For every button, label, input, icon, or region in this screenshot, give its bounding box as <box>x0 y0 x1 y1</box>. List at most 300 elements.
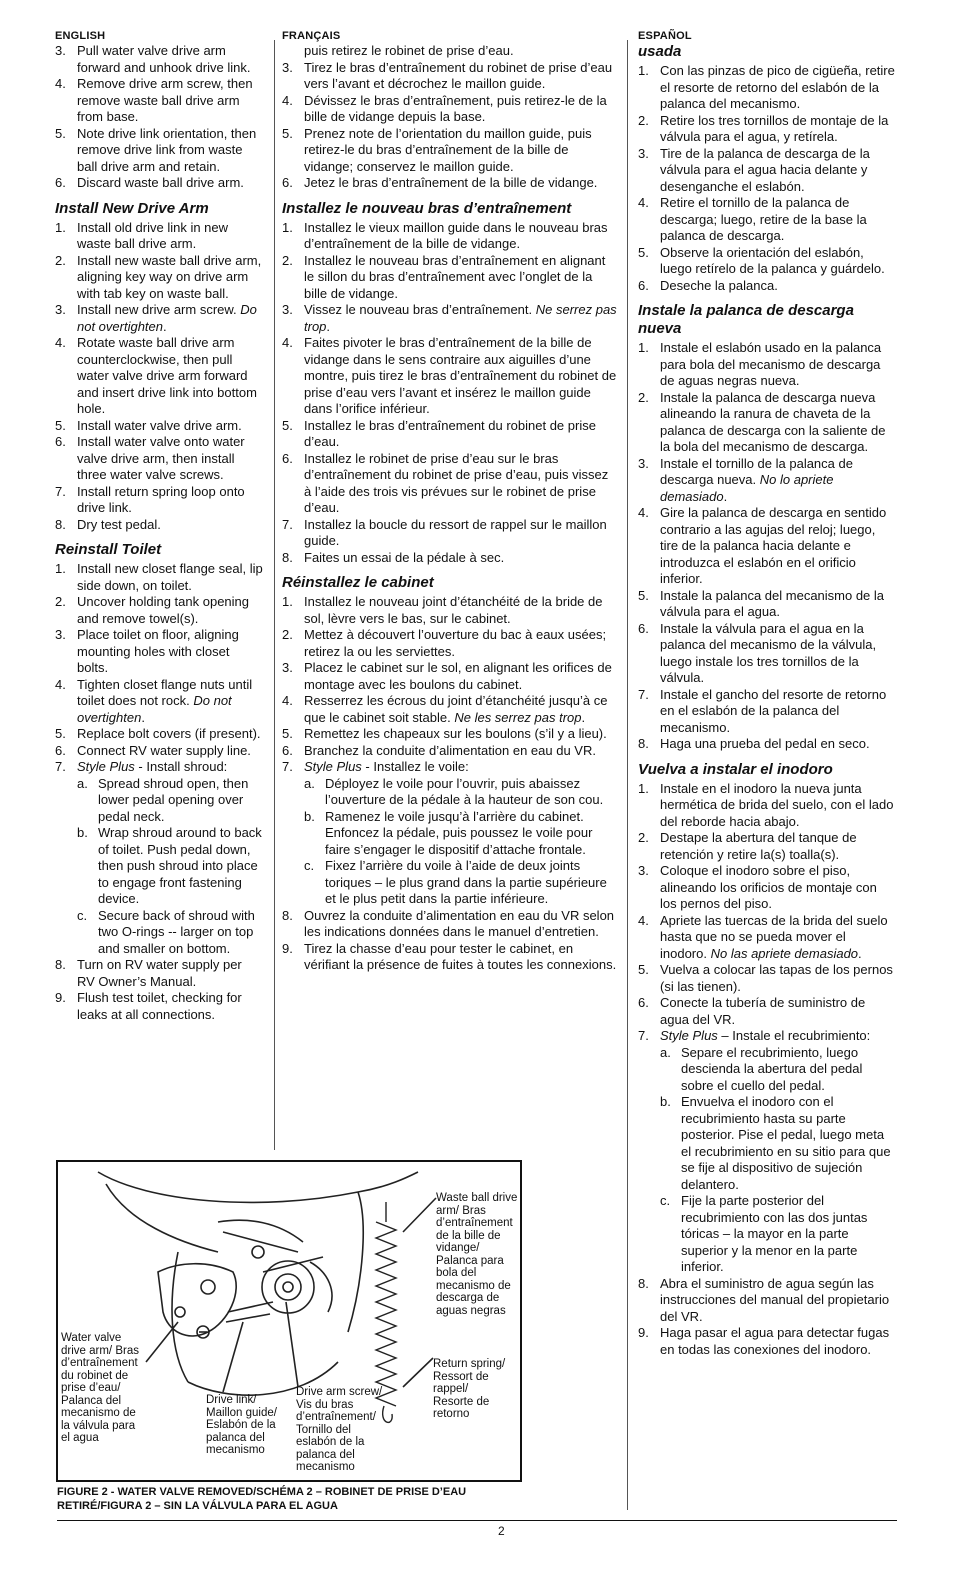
item-text <box>660 146 896 196</box>
item-body: Deseche la palanca. <box>660 277 778 293</box>
item-body: Installez le vieux maillon guide dans le nouveau bras d’entraînement de la bille de vidange. <box>304 219 608 251</box>
item-text <box>660 913 896 963</box>
item-text <box>77 253 263 303</box>
item-body: Note drive link orientation, then remove drive link from waste ball drive arm and retain. <box>77 125 257 174</box>
item-number: c. <box>304 858 315 873</box>
item-emphasis: No las apriete demasiado <box>710 945 859 961</box>
item-number: 2. <box>55 594 66 609</box>
item-text <box>304 660 618 693</box>
step-list <box>55 43 263 192</box>
item-body: Observe la orientación del eslabón, luego retírelo de la palanca y guárdelo. <box>660 244 885 276</box>
item-number: b. <box>660 1094 671 1109</box>
item-text <box>325 776 618 809</box>
item-body: Connect RV water supply line. <box>77 742 251 758</box>
item-body: Faites pivoter le bras d’entraînement de la bille de vidange dans le sens contraire aux aiguilles d’une montre, puis tirez le bras d’entraînement du robinet de prise d’eau vers l’avant et insérez le maillon guide dans l’orifice inférieur. <box>304 335 617 416</box>
item-number: 4. <box>638 505 649 520</box>
list-item <box>638 736 896 753</box>
item-number: 7. <box>638 686 649 702</box>
item-emphasis: Do not overtighten <box>77 302 257 334</box>
item-number: 2. <box>282 252 293 268</box>
sub-list-item <box>638 1094 896 1193</box>
item-text <box>660 588 896 621</box>
item-body: Placez le cabinet sur le sol, en alignant les orifices de montage avec les boulons du cabinet. <box>304 660 612 692</box>
label-waste-ball-drive-arm: Waste ball drive arm/ Bras d’entraînement de la bille de vidange/ Palanca para bola del mecanismo de descarga de aguas negras <box>436 1192 518 1317</box>
item-text <box>304 693 618 726</box>
item-text <box>304 60 618 93</box>
item-body: Instale la válvula para el agua en la palanca del mecanismo de la válvula, luego instale los tres tornillos de la válvula. <box>660 620 877 685</box>
item-text <box>660 456 896 506</box>
item-number: 7. <box>55 483 66 499</box>
item-text <box>660 505 896 588</box>
item-body: Secure back of shroud with two O-rings -- larger on top and smaller on bottom. <box>98 907 255 956</box>
item-body: Instale el gancho del resorte de retorno en el eslabón de la palanca del mecanismo. <box>660 686 887 735</box>
list-item <box>638 863 896 913</box>
sub-list-item <box>55 908 263 958</box>
item-body: Vuelva a colocar las tapas de los pernos (si las tienen). <box>660 962 893 994</box>
item-text <box>660 63 896 113</box>
item-body: Apriete las tuercas de la brida del suelo hasta que no se pueda mover el inodoro. <box>660 912 888 961</box>
item-number: 5. <box>638 962 649 977</box>
item-number: 7. <box>638 1028 649 1043</box>
item-text <box>77 126 263 176</box>
step-list <box>55 561 263 776</box>
item-text <box>77 517 263 534</box>
language-heading: ENGLISH <box>55 30 106 42</box>
item-number: 4. <box>282 92 293 108</box>
item-text <box>304 908 618 941</box>
step-list <box>282 220 618 567</box>
item-number: c. <box>77 907 88 923</box>
sub-list-item <box>638 1045 896 1095</box>
item-body: Jetez le bras d’entraînement de la bille de vidange. <box>304 175 598 190</box>
item-body: Tirez le bras d’entraînement du robinet de prise d’eau vers l’avant et décrochez le maillon guide. <box>304 59 613 91</box>
language-heading: ESPAÑOL <box>638 30 692 42</box>
item-text <box>660 245 896 278</box>
item-number: 3. <box>638 455 649 471</box>
sub-list-item <box>638 1193 896 1276</box>
item-text <box>304 759 618 776</box>
item-body: Installez la boucle du ressort de rappel sur le maillon guide. <box>304 516 607 548</box>
item-body: Conecte la tubería de suministro de agua del VR. <box>660 995 866 1027</box>
list-item <box>638 995 896 1028</box>
item-number: 4. <box>55 676 66 692</box>
sub-list-item <box>55 825 263 908</box>
list-item <box>638 245 896 278</box>
item-number: 1. <box>638 340 649 355</box>
item-body: Turn on RV water supply per RV Owner’s Manual. <box>77 957 242 989</box>
item-text <box>304 302 618 335</box>
list-item <box>282 126 618 176</box>
item-number: 1. <box>282 594 293 609</box>
item-number: 4. <box>55 76 66 91</box>
item-number: b. <box>77 825 88 840</box>
item-text <box>660 340 896 390</box>
item-number: 4. <box>282 693 293 708</box>
item-body: Install water valve drive arm. <box>77 417 242 433</box>
item-body: Destape la abertura del tanque de retención y retire la(s) toalla(s). <box>660 830 857 862</box>
item-text <box>660 830 896 863</box>
item-body: Faites un essai de la pédale à sec. <box>304 549 505 565</box>
item-text <box>304 126 618 176</box>
french-column <box>282 26 618 974</box>
item-number: 2. <box>55 252 66 268</box>
item-text <box>77 726 263 743</box>
item-body: Uncover holding tank opening and remove towel(s). <box>77 594 250 626</box>
item-body: Mettez à découvert l’ouverture du bac à eaux usées; retirez la ou les serviettes. <box>304 627 607 659</box>
footer-divider <box>57 1520 897 1521</box>
item-text <box>77 76 263 126</box>
item-number: 5. <box>282 726 293 741</box>
item-tail: . <box>858 945 862 961</box>
item-text <box>681 1193 896 1276</box>
list-item <box>282 302 618 335</box>
item-body: Install water valve onto water valve drive arm, then install three water valve screws. <box>77 434 245 482</box>
item-emphasis: Style Plus <box>304 759 362 774</box>
list-item <box>282 594 618 627</box>
item-tail: . <box>163 318 167 334</box>
item-body: Fixez l’arrière du voile à l’aide de deux joints toriques – le plus grand dans la partie supérieure et le plus petit dans la partie inférieure. <box>325 858 607 906</box>
item-number: 6. <box>282 175 293 190</box>
substep-list <box>282 776 618 908</box>
item-text <box>77 627 263 677</box>
item-number: 9. <box>55 990 66 1005</box>
item-text <box>325 858 618 908</box>
item-number: 4. <box>55 335 66 350</box>
sub-list-item <box>282 858 618 908</box>
list-item <box>638 781 896 831</box>
item-number: 5. <box>282 417 293 433</box>
list-item <box>638 913 896 963</box>
item-number: 3. <box>638 863 649 878</box>
item-number: 5. <box>55 417 66 433</box>
item-text <box>304 451 618 517</box>
list-item <box>282 941 618 974</box>
item-body: Installez le robinet de prise d’eau sur le bras d’entraînement du robinet de prise d’eau, puis vissez à l’aide des trois vis prévues sur le robinet de prise d’eau. <box>304 450 609 515</box>
item-text <box>304 550 618 567</box>
item-text <box>660 621 896 687</box>
item-body: Tighten closet flange nuts until toilet does not rock. <box>77 676 253 708</box>
item-number: 8. <box>55 516 66 532</box>
item-body: Install old drive link in new waste ball drive arm. <box>77 219 229 251</box>
item-tail: . <box>581 709 586 725</box>
item-number: a. <box>660 1044 671 1060</box>
item-body: Retire los tres tornillos de montaje de la válvula para el agua, y retírela. <box>660 112 889 144</box>
item-number: 5. <box>638 244 649 260</box>
item-body: Instale la palanca del mecanismo de la válvula para el agua. <box>660 587 885 619</box>
item-text <box>660 995 896 1028</box>
step-list <box>638 340 896 753</box>
item-body: Rotate waste ball drive arm counterclockwise, then pull water valve drive arm forward and insert drive link into bottom hole. <box>77 335 257 416</box>
item-body: Dry test pedal. <box>77 516 161 532</box>
item-body: Installez le nouveau joint d’étanchéité de la bride de sol, lèvre vers le bas, sur le cabinet. <box>304 594 603 626</box>
item-body: Replace bolt covers (if present). <box>77 726 261 741</box>
list-item <box>638 505 896 588</box>
item-text <box>660 1028 896 1045</box>
substep-list <box>638 1045 896 1276</box>
item-body: Install new closet flange seal, lip side down, on toilet. <box>77 561 263 593</box>
item-text <box>660 781 896 831</box>
item-text <box>77 175 263 192</box>
item-emphasis: Do not overtighten <box>77 693 232 725</box>
list-item <box>55 517 263 534</box>
list-item <box>638 63 896 113</box>
item-number: 6. <box>55 175 66 190</box>
item-number: 1. <box>282 219 293 235</box>
item-body: Abra el suministro de agua según las instrucciones del manual del propietario del VR. <box>660 1275 890 1324</box>
list-item <box>55 76 263 126</box>
item-number: 3. <box>55 302 66 317</box>
list-item <box>282 175 618 192</box>
item-number: 5. <box>282 125 293 141</box>
item-number: 6. <box>55 434 66 449</box>
list-item <box>55 126 263 176</box>
list-item <box>55 253 263 303</box>
list-item <box>55 726 263 743</box>
figure-2 <box>56 1160 522 1482</box>
item-text <box>325 809 618 859</box>
item-number: 3. <box>55 43 66 58</box>
item-body: Resserrez les écrous du joint d’étanchéité jusqu’à ce que le cabinet soit stable. <box>304 693 608 725</box>
list-item <box>282 335 618 418</box>
english-column <box>55 26 263 1023</box>
item-text <box>660 278 896 295</box>
item-emphasis: Ne serrez pas trop <box>304 302 617 334</box>
figure-caption: FIGURE 2 - WATER VALVE REMOVED/SCHÉMA 2 – ROBINET DE PRISE D’EAU RETIRÉ/FIGURA 2 – SIN LA VÁLVULA PARA EL AGUA <box>57 1486 467 1512</box>
item-body: Wrap shroud around to back of toilet. Push pedal down, then push shroud into place to engage front fastening device. <box>98 825 262 906</box>
sub-list-item <box>282 776 618 809</box>
list-item <box>282 517 618 550</box>
section-heading: Reinstall Toilet <box>55 541 162 558</box>
list-item <box>638 195 896 245</box>
list-item <box>638 687 896 737</box>
column-divider <box>627 40 628 1510</box>
list-item <box>638 456 896 506</box>
item-emphasis: Style Plus <box>77 759 135 774</box>
step-list <box>638 63 896 294</box>
item-body: Branchez la conduite d’alimentation en eau du VR. <box>304 742 596 758</box>
list-item <box>55 677 263 727</box>
item-text <box>77 335 263 418</box>
step-list <box>282 908 618 974</box>
item-body: Haga pasar el agua para detectar fugas en todas las conexiones del inodoro. <box>660 1325 890 1357</box>
item-number: 8. <box>282 549 293 565</box>
item-text <box>660 195 896 245</box>
item-text <box>304 594 618 627</box>
item-body: Tire de la palanca de descarga de la válvula para el agua hacia delante y desenganche el eslabón. <box>660 145 870 194</box>
list-item <box>282 550 618 567</box>
item-number: 2. <box>638 112 649 128</box>
item-number: a. <box>304 775 315 791</box>
item-number: 8. <box>638 1275 649 1291</box>
item-text <box>660 687 896 737</box>
list-item <box>55 434 263 484</box>
label-drive-arm-screw: Drive arm screw/ Vis du bras d’entraînement/ Tornillo del eslabón de la palanca del mecanismo <box>296 1386 383 1473</box>
list-item <box>282 660 618 693</box>
item-emphasis: No lo apriete demasiado <box>660 472 834 504</box>
step-list <box>638 781 896 1045</box>
item-number: 1. <box>638 63 649 78</box>
list-item <box>282 253 618 303</box>
list-item <box>55 594 263 627</box>
item-text <box>304 726 618 743</box>
item-text <box>77 302 263 335</box>
item-number: 3. <box>282 302 293 317</box>
item-text <box>77 561 263 594</box>
list-item <box>282 93 618 126</box>
item-number: 3. <box>638 145 649 161</box>
item-emphasis: Style Plus <box>660 1028 718 1043</box>
item-body: Spread shroud open, then lower pedal opening over pedal neck. <box>98 775 249 824</box>
section-heading: Installez le nouveau bras d’entraînement <box>282 199 572 217</box>
item-number: 8. <box>282 907 293 923</box>
item-number: 2. <box>638 830 649 845</box>
item-body: Instale el tornillo de la palanca de descarga nueva. <box>660 455 853 487</box>
item-body: Ramenez le voile jusqu’à l’arrière du cabinet. Enfoncez la pédale, puis poussez le voile pour faire s’engager le dispositif d’attache frontale. <box>325 808 593 857</box>
item-body: Dévissez le bras d’entraînement, puis retirez-le de la bille de vidange depuis la base. <box>304 92 607 124</box>
item-body: Installez le nouveau bras d’entraînement en alignant le sillon du bras d’entraînement avec l’onglet de la bille de vidange. <box>304 252 606 301</box>
list-item <box>282 60 618 93</box>
item-body: Separe el recubrimiento, luego descienda la abertura del pedal sobre el cuello del pedal. <box>681 1044 863 1093</box>
item-text <box>681 1045 896 1095</box>
list-item <box>282 759 618 776</box>
item-number: 5. <box>638 587 649 603</box>
item-emphasis: Ne les serrez pas trop <box>454 709 582 725</box>
list-item <box>55 43 263 76</box>
step-list <box>55 220 263 534</box>
item-number: 5. <box>55 125 66 141</box>
item-body: Retire el tornillo de la palanca de descarga; luego, retire de la base la palanca de descarga. <box>660 195 867 243</box>
item-number: 2. <box>282 627 293 642</box>
item-text <box>660 113 896 146</box>
item-body: Instale la palanca de descarga nueva alineando la ranura de chaveta de la palanca de descarga con la saliente de la bola del mecanismo de descarga. <box>660 389 886 454</box>
label-water-valve-drive-arm: Water valve drive arm/ Bras d’entraînement du robinet de prise d’eau/ Palanca del mecanismo de la válvula para el agua <box>61 1332 139 1444</box>
list-item <box>282 220 618 253</box>
item-number: 6. <box>638 620 649 636</box>
item-text <box>304 941 618 974</box>
step-list <box>282 594 618 776</box>
list-item <box>55 335 263 418</box>
item-text <box>77 220 263 253</box>
step-list <box>55 957 263 1023</box>
item-number: 4. <box>282 335 293 350</box>
item-number: 7. <box>282 516 293 532</box>
item-body: Installez le bras d’entraînement du robinet de prise d’eau. <box>304 417 596 449</box>
item-tail: . <box>723 488 728 504</box>
item-body: Discard waste ball drive arm. <box>77 175 244 190</box>
list-item <box>638 588 896 621</box>
list-item <box>55 759 263 776</box>
item-body: Ouvrez la conduite d’alimentation en eau du VR selon les indications données dans le manuel d’entretien. <box>304 907 615 939</box>
list-item <box>638 1028 896 1045</box>
item-number: 4. <box>638 912 649 928</box>
item-body: Vissez le nouveau bras d’entraînement. <box>304 302 533 317</box>
list-item <box>55 484 263 517</box>
list-item <box>55 627 263 677</box>
label-return-spring: Return spring/ Ressort de rappel/ Resorte de retorno <box>433 1358 506 1420</box>
item-number: 3. <box>282 660 293 675</box>
item-text <box>77 677 263 727</box>
item-number: 9. <box>638 1325 649 1340</box>
list-item <box>55 743 263 760</box>
language-heading: FRANÇAIS <box>282 30 341 42</box>
list-item <box>55 220 263 253</box>
list-item <box>638 113 896 146</box>
item-body: Install new drive arm screw. <box>77 302 237 317</box>
list-item <box>638 1276 896 1326</box>
item-text <box>77 434 263 484</box>
item-number: 1. <box>55 219 66 235</box>
list-item <box>282 726 618 743</box>
item-number: c. <box>660 1193 671 1208</box>
list-item <box>282 908 618 941</box>
item-text <box>77 418 263 435</box>
sub-list-item <box>55 776 263 826</box>
item-number: 6. <box>55 742 66 758</box>
column-divider <box>274 40 275 1150</box>
label-drive-link: Drive link/ Maillon guide/ Eslabón de la palanca del mecanismo <box>206 1394 277 1456</box>
item-number: 7. <box>282 759 293 774</box>
list-item <box>638 146 896 196</box>
item-text <box>304 743 618 760</box>
item-tail: . <box>326 318 331 334</box>
item-text <box>304 93 618 126</box>
item-text <box>98 776 263 826</box>
item-number: 1. <box>55 561 66 576</box>
item-body: Install new waste ball drive arm, aligning key way on drive arm with tab key on waste ball. <box>77 252 262 301</box>
item-text <box>77 594 263 627</box>
item-number: 6. <box>638 995 649 1010</box>
section-heading: Réinstallez le cabinet <box>282 574 434 591</box>
section-heading: Instale la palanca de descarga nueva <box>638 302 854 337</box>
item-body: Instale el eslabón usado en la palanca para bola del mecanismo de descarga de aguas negras nueva. <box>660 340 882 388</box>
item-text <box>660 1325 896 1358</box>
item-text <box>77 743 263 760</box>
item-number: b. <box>304 808 315 824</box>
list-item <box>638 340 896 390</box>
list-item <box>638 621 896 687</box>
item-tail: . <box>141 709 145 725</box>
item-number: 8. <box>55 957 66 972</box>
item-number: 4. <box>638 195 649 210</box>
list-item <box>282 627 618 660</box>
list-item <box>638 962 896 995</box>
item-body: Prenez note de l’orientation du maillon guide, puis retirez-le du bras d’entraînement de la bille de vidange; conservez le maillon guide. <box>304 125 592 174</box>
continued-heading: usada <box>638 43 682 60</box>
item-number: 8. <box>638 736 649 751</box>
item-body: Instale en el inodoro la nueva junta hermética de brida del suelo, con el lado del reborde hacia abajo. <box>660 780 894 829</box>
item-body: Install return spring loop onto drive link. <box>77 483 245 515</box>
item-body: - Install shroud: <box>134 759 228 774</box>
list-item <box>282 693 618 726</box>
item-text <box>304 220 618 253</box>
item-number: 6. <box>282 450 293 466</box>
item-text <box>660 863 896 913</box>
step-list <box>282 60 618 192</box>
item-text <box>304 335 618 418</box>
item-number: 3. <box>282 59 293 75</box>
item-text <box>304 253 618 303</box>
item-body: – Instale el recubrimiento: <box>717 1028 871 1043</box>
item-body: Con las pinzas de pico de cigüeña, retire el resorte de retorno del eslabón de la palanca del mecanismo. <box>660 63 895 111</box>
sub-list-item <box>282 809 618 859</box>
item-text <box>77 759 263 776</box>
step-list <box>638 1276 896 1359</box>
item-number: 1. <box>638 780 649 796</box>
spanish-column <box>638 26 896 1358</box>
item-text <box>98 908 263 958</box>
item-number: 3. <box>55 627 66 642</box>
item-number: a. <box>77 775 88 791</box>
